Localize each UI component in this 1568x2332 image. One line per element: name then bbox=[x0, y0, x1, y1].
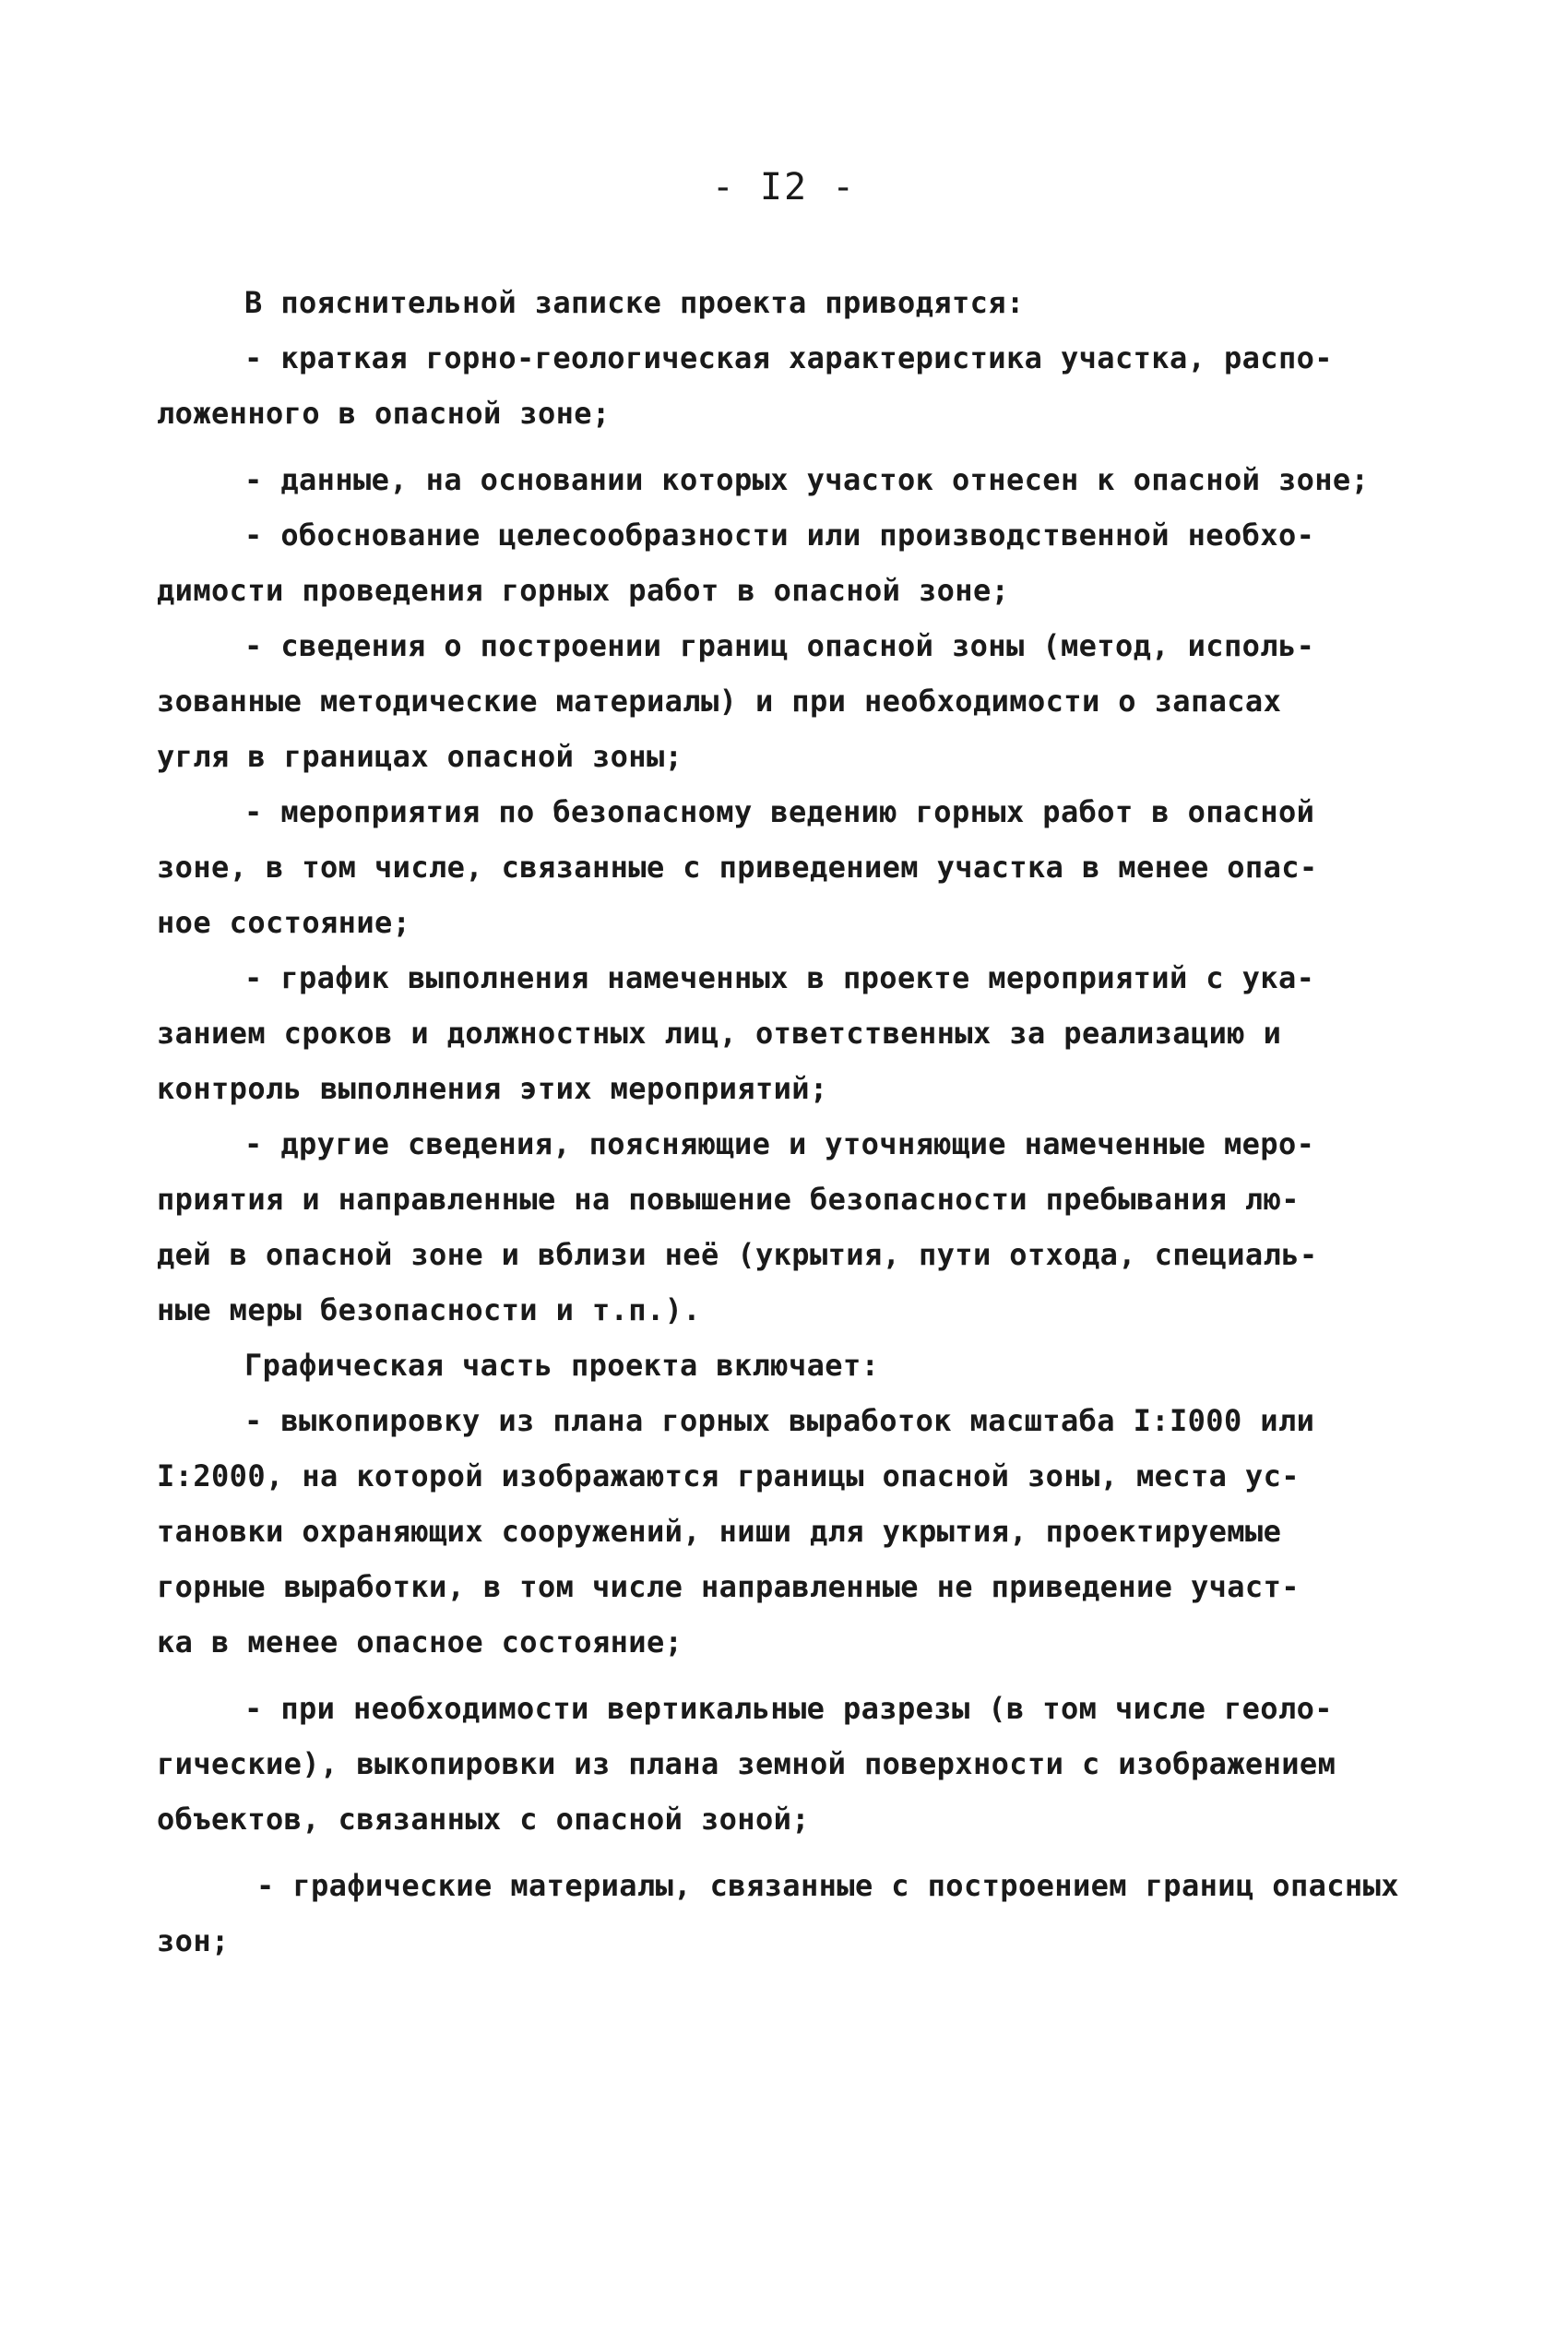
page-number: - I2 - bbox=[711, 166, 857, 208]
list-item-line: ное состояние; bbox=[157, 905, 411, 940]
list-item-line: - при необходимости вертикальные разрезы (в том числе геоло- bbox=[244, 1691, 1333, 1726]
list-item-line: димости проведения горных работ в опасной зоне; bbox=[157, 573, 1010, 608]
list-item-line: зон; bbox=[157, 1923, 230, 1958]
list-item-line: приятия и направленные на повышение безопасности пребывания лю- bbox=[157, 1182, 1300, 1217]
list-item-line: горные выработки, в том числе направленные не приведение участ- bbox=[157, 1569, 1300, 1604]
list-item-line: - другие сведения, поясняющие и уточняющие намеченные меро- bbox=[244, 1126, 1315, 1161]
list-item-line: объектов, связанных с опасной зоной; bbox=[157, 1802, 810, 1837]
list-item-line: - мероприятия по безопасному ведению горных работ в опасной bbox=[244, 794, 1315, 829]
list-item-line: - графические материалы, связанные с построением границ опасных bbox=[256, 1868, 1399, 1903]
list-item-line: контроль выполнения этих мероприятий; bbox=[157, 1071, 828, 1106]
list-item-line: - данные, на основании которых участок отнесен к опасной зоне; bbox=[244, 462, 1370, 497]
list-item-line: ка в менее опасное состояние; bbox=[157, 1624, 683, 1660]
list-item-line: ные меры безопасности и т.п.). bbox=[157, 1292, 701, 1327]
list-item-line: I:2000, на которой изображаются границы опасной зоны, места ус- bbox=[157, 1458, 1300, 1493]
list-item-line: дей в опасной зоне и вблизи неё (укрытия, пути отхода, специаль- bbox=[157, 1237, 1318, 1272]
list-item-line: зоне, в том числе, связанные с приведением участка в менее опас- bbox=[157, 850, 1318, 885]
paragraph-graphic-part: Графическая часть проекта включает: bbox=[244, 1348, 880, 1383]
body-text bbox=[157, 275, 1448, 1969]
list-item-line: - график выполнения намеченных в проекте мероприятий с ука- bbox=[244, 960, 1315, 995]
paragraph-intro: В пояснительной записке проекта приводятся: bbox=[244, 285, 1025, 320]
list-item-line: - краткая горно-геологическая характеристика участка, распо- bbox=[244, 340, 1333, 375]
list-item-line: тановки охраняющих сооружений, ниши для укрытия, проектируемые bbox=[157, 1514, 1282, 1549]
list-item-line: угля в границах опасной зоны; bbox=[157, 739, 683, 774]
list-item-line: занием сроков и должностных лиц, ответственных за реализацию и bbox=[157, 1016, 1282, 1051]
list-item-line: зованные методические материалы) и при необходимости о запасах bbox=[157, 684, 1282, 719]
list-item-line: ложенного в опасной зоне; bbox=[157, 396, 611, 431]
list-item-line: - обоснование целесообразности или производственной необхо- bbox=[244, 518, 1315, 553]
list-item-line: гические), выкопировки из плана земной поверхности с изображением bbox=[157, 1746, 1336, 1781]
list-item-line: - выкопировку из плана горных выработок масштаба I:I000 или bbox=[244, 1403, 1315, 1438]
list-item-line: - сведения о построении границ опасной зоны (метод, исполь- bbox=[244, 628, 1315, 663]
